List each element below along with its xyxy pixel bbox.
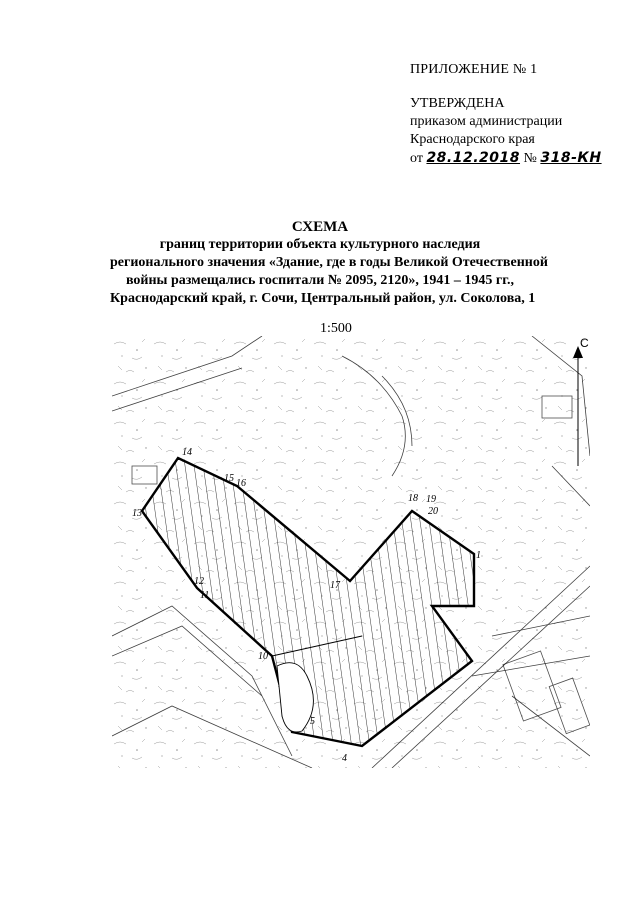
point-label: 15 [224,473,234,484]
point-label: 17 [330,580,340,591]
region-label: Краснодарского края [410,132,535,147]
title-line-3: войны размещались госпитали № 2095, 2120», 1941 – 1945 гг., [125,273,515,288]
point-label: 18 [408,493,418,504]
point-label: 14 [182,447,192,458]
order-date: 28.12.2018 [426,150,521,166]
point-label: 5 [310,716,315,727]
north-label: С [580,336,589,350]
point-label: 10 [258,651,268,662]
point-label: 4 [342,753,347,764]
title-line-2: регионального значения «Здание, где в годы Великой Отечественной [110,255,548,270]
point-label: 19 [426,494,436,505]
title-heading: СХЕМА [291,219,349,235]
from-prefix: от [410,151,423,166]
title-line-1: границ территории объекта культурного наследия [159,237,481,252]
by-order-label: приказом администрации [410,114,563,129]
boundary-map [112,336,590,768]
document-title [110,218,548,308]
date-number-line [410,149,602,168]
title-line-4: Краснодарский край, г. Сочи, Центральный район, ул. Соколова, 1 [110,291,536,306]
point-label: 20 [428,506,438,517]
scale-label: 1:500 [320,321,352,336]
order-number: 318-КН [540,150,602,166]
point-label: 11 [200,590,210,601]
point-label: 16 [236,478,246,489]
approval-block [410,95,602,168]
point-label: 13 [132,508,142,519]
point-label: 12 [194,576,204,587]
appendix-label: ПРИЛОЖЕНИЕ № 1 [410,62,538,77]
point-label: 1 [476,550,481,561]
number-prefix: № [523,151,537,166]
approved-label: УТВЕРЖДЕНА [410,96,505,111]
